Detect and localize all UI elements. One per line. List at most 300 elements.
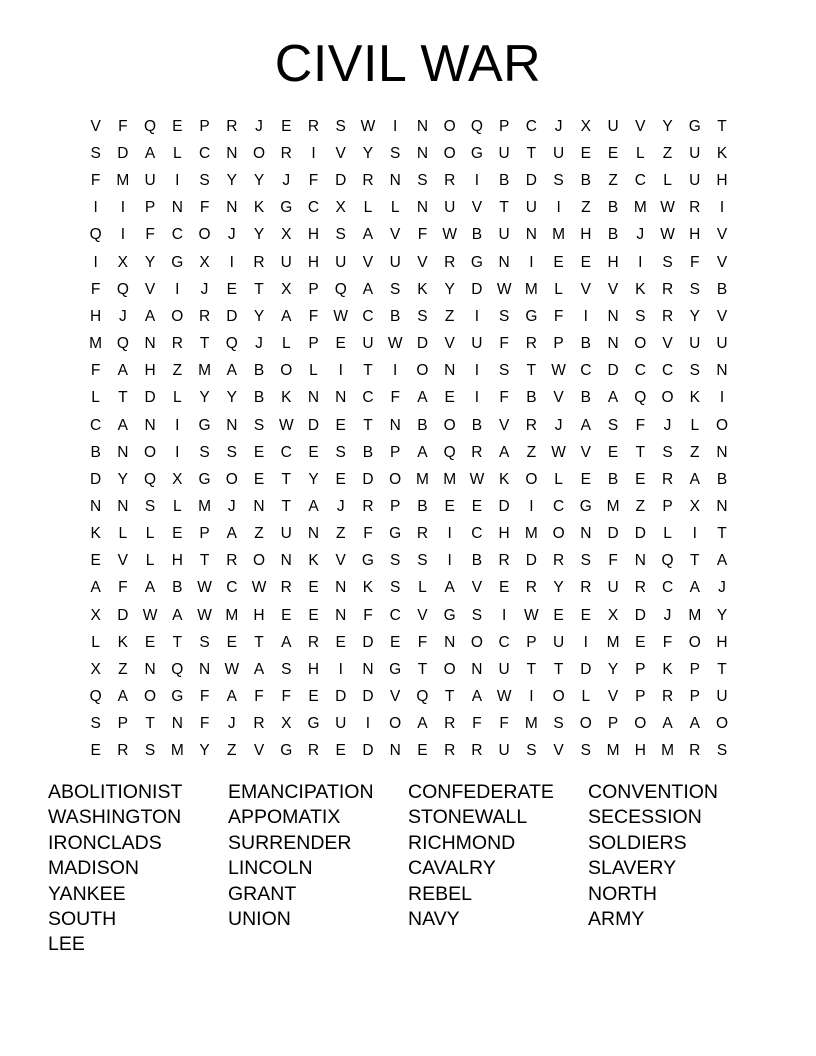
grid-letter: I <box>638 253 643 271</box>
grid-letter: U <box>498 226 510 244</box>
page-title: CIVIL WAR <box>274 35 542 93</box>
grid-letter: L <box>390 199 400 217</box>
grid-letter: R <box>280 144 292 162</box>
grid-letter: D <box>471 280 483 298</box>
word-list-item: CONVENTION <box>588 781 719 803</box>
grid-letter: K <box>689 389 700 407</box>
grid-letter: B <box>716 470 728 488</box>
grid-letter: J <box>336 498 345 516</box>
grid-letter: L <box>635 144 645 162</box>
grid-letter: J <box>636 226 645 244</box>
grid-letter: U <box>444 199 456 217</box>
word-list-item: UNION <box>228 907 291 930</box>
grid-letter: E <box>607 144 619 162</box>
grid-letter: V <box>90 117 101 135</box>
grid-letter: A <box>281 307 292 325</box>
grid-letter: G <box>470 253 483 271</box>
grid-letter: H <box>307 253 320 271</box>
grid-letter: H <box>253 606 265 624</box>
grid-letter: R <box>580 579 592 597</box>
grid-letter: U <box>389 253 401 271</box>
word-list-item: SOUTH <box>48 907 117 930</box>
grid-letter: S <box>144 498 156 516</box>
grid-letter: F <box>199 199 210 217</box>
grid-letter: G <box>470 144 483 162</box>
grid-letter: D <box>607 362 619 380</box>
grid-letter: F <box>690 253 700 271</box>
grid-letter: R <box>689 199 701 217</box>
grid-letter: A <box>253 660 265 678</box>
word-list-item: STONEWALL <box>408 806 528 829</box>
grid-letter: N <box>144 335 156 353</box>
grid-letter: Q <box>634 389 647 407</box>
grid-letter: A <box>716 552 728 570</box>
grid-letter: I <box>120 199 125 217</box>
grid-letter: H <box>498 525 510 543</box>
grid-letter: B <box>253 362 265 380</box>
grid-letter: W <box>442 226 457 244</box>
grid-letter: N <box>416 144 429 162</box>
grid-letter: V <box>716 307 728 325</box>
grid-letter: E <box>498 579 510 597</box>
grid-letter: B <box>607 470 619 488</box>
grid-letter: E <box>444 498 455 516</box>
grid-letter: S <box>226 443 237 461</box>
grid-letter: M <box>606 742 620 760</box>
grid-letter: T <box>363 362 373 380</box>
grid-letter: T <box>145 715 155 733</box>
grid-letter: N <box>525 226 537 244</box>
grid-letter: B <box>417 498 428 516</box>
grid-letter: Z <box>254 525 264 543</box>
grid-letter: H <box>607 253 619 271</box>
grid-letter: C <box>661 362 674 380</box>
grid-letter: I <box>393 362 398 380</box>
grid-letter: N <box>253 498 265 516</box>
grid-letter: P <box>498 117 510 135</box>
grid-letter: D <box>580 660 592 678</box>
grid-letter: N <box>307 525 320 543</box>
grid-letter: I <box>93 253 98 271</box>
grid-letter: C <box>634 362 646 380</box>
grid-letter: E <box>308 688 319 706</box>
grid-letter: E <box>172 117 183 135</box>
word-list-item: IRONCLADS <box>48 831 162 854</box>
grid-letter: M <box>443 470 457 488</box>
grid-letter: P <box>635 660 646 678</box>
grid-letter: N <box>498 253 510 271</box>
word-list-item: GRANT <box>228 882 297 905</box>
grid-letter: C <box>226 579 238 597</box>
grid-letter: O <box>715 416 729 434</box>
grid-letter: T <box>199 552 210 570</box>
grid-letter: Y <box>199 389 210 407</box>
grid-letter: G <box>171 253 184 271</box>
grid-letter: H <box>307 226 320 244</box>
grid-letter: N <box>716 498 728 516</box>
grid-letter: A <box>90 579 101 597</box>
grid-letter: G <box>525 307 538 325</box>
grid-letter: F <box>90 362 101 380</box>
grid-letter: C <box>661 579 674 597</box>
grid-letter: F <box>662 633 673 651</box>
grid-letter: A <box>362 280 374 298</box>
grid-letter: P <box>390 498 401 516</box>
grid-letter: O <box>552 525 565 543</box>
grid-letter: K <box>308 552 319 570</box>
grid-letter: R <box>444 742 456 760</box>
word-list-item: YANKEE <box>48 882 126 905</box>
grid-letter: S <box>281 660 292 678</box>
grid-letter: C <box>90 416 102 434</box>
grid-letter: O <box>470 633 483 651</box>
grid-letter: N <box>198 660 211 678</box>
grid-letter: U <box>498 660 510 678</box>
grid-letter: H <box>634 742 646 760</box>
grid-letter: E <box>226 280 237 298</box>
grid-letter: U <box>607 117 619 135</box>
grid-letter: F <box>499 389 509 407</box>
grid-letter: T <box>553 660 564 678</box>
grid-letter: M <box>524 280 538 298</box>
grid-letter: S <box>580 742 591 760</box>
grid-letter: N <box>389 416 401 434</box>
grid-letter: U <box>144 172 156 190</box>
grid-letter: Y <box>253 307 265 325</box>
grid-letter: Y <box>444 280 455 298</box>
grid-letter: A <box>662 715 673 733</box>
grid-letter: S <box>390 280 401 298</box>
grid-letter: R <box>307 633 320 651</box>
grid-letter: I <box>447 525 452 543</box>
grid-letter: C <box>553 498 565 516</box>
grid-letter: S <box>390 144 401 162</box>
grid-letter: D <box>634 606 646 624</box>
grid-letter: P <box>635 688 646 706</box>
grid-letter: I <box>583 633 588 651</box>
grid-letter: O <box>634 715 647 733</box>
grid-letter: R <box>307 742 320 760</box>
grid-letter: U <box>716 688 728 706</box>
grid-letter: M <box>633 199 647 217</box>
grid-letter: J <box>118 307 127 325</box>
grid-letter: T <box>717 525 727 543</box>
grid-letter: S <box>253 416 265 434</box>
grid-letter: B <box>607 226 619 244</box>
grid-letter: N <box>280 552 292 570</box>
grid-letter: E <box>580 144 591 162</box>
grid-letter: V <box>390 226 401 244</box>
grid-letter: B <box>471 552 483 570</box>
grid-letter: A <box>117 362 129 380</box>
grid-letter: L <box>173 389 182 407</box>
grid-letter: L <box>173 144 182 162</box>
grid-letter: I <box>501 606 507 624</box>
grid-letter: Y <box>199 742 210 760</box>
grid-letter: V <box>498 416 510 434</box>
grid-letter: N <box>144 660 156 678</box>
grid-letter: I <box>175 280 180 298</box>
grid-letter: E <box>90 742 101 760</box>
grid-letter: F <box>390 389 400 407</box>
word-list-item: CAVALRY <box>408 857 496 880</box>
grid-letter: Y <box>144 253 156 271</box>
grid-letter: K <box>498 470 510 488</box>
grid-letter: N <box>716 443 728 461</box>
grid-letter: K <box>662 660 673 678</box>
grid-letter: P <box>144 199 156 217</box>
word-list-item: MADISON <box>48 857 140 880</box>
word-list-item: SURRENDER <box>228 831 352 854</box>
grid-letter: P <box>526 633 537 651</box>
grid-letter: S <box>90 715 101 733</box>
grid-letter: E <box>226 633 237 651</box>
grid-letter: C <box>362 389 374 407</box>
grid-letter: N <box>362 660 374 678</box>
grid-letter: L <box>663 172 672 190</box>
grid-letter: A <box>498 443 510 461</box>
grid-letter: N <box>335 579 347 597</box>
grid-letter: X <box>117 253 129 271</box>
grid-letter: O <box>525 470 538 488</box>
grid-letter: J <box>227 498 236 516</box>
grid-letter: B <box>716 280 728 298</box>
grid-letter: X <box>172 470 183 488</box>
grid-letter: G <box>198 470 211 488</box>
grid-letter: Y <box>553 579 564 597</box>
grid-letter: V <box>580 443 591 461</box>
grid-letter: R <box>280 579 292 597</box>
grid-letter: N <box>171 715 183 733</box>
grid-letter: L <box>173 498 182 516</box>
grid-letter: I <box>393 117 398 135</box>
grid-letter: E <box>444 389 455 407</box>
grid-letter: V <box>607 280 619 298</box>
grid-letter: K <box>281 389 292 407</box>
grid-letter: A <box>172 606 183 624</box>
grid-letter: S <box>689 280 700 298</box>
grid-letter: R <box>553 552 565 570</box>
grid-letter: L <box>690 416 700 434</box>
grid-letter: N <box>444 362 456 380</box>
grid-letter: F <box>254 688 264 706</box>
grid-letter: A <box>117 688 129 706</box>
grid-letter: T <box>281 470 291 488</box>
grid-letter: R <box>416 525 429 543</box>
grid-letter: E <box>417 742 428 760</box>
grid-letter: P <box>199 525 210 543</box>
grid-letter: X <box>90 660 101 678</box>
grid-letter: F <box>118 579 128 597</box>
grid-letter: E <box>253 470 265 488</box>
grid-letter: E <box>308 579 319 597</box>
grid-letter: C <box>389 606 401 624</box>
grid-letter: Z <box>526 443 537 461</box>
grid-letter: J <box>227 226 236 244</box>
grid-letter: C <box>198 144 211 162</box>
grid-letter: Q <box>171 660 184 678</box>
grid-letter: V <box>471 199 483 217</box>
grid-letter: D <box>607 525 619 543</box>
grid-letter: M <box>89 335 103 353</box>
grid-letter: R <box>444 715 456 733</box>
grid-letter: H <box>716 633 728 651</box>
grid-letter: F <box>472 715 482 733</box>
grid-letter: Y <box>662 117 673 135</box>
grid-letter: Y <box>362 144 374 162</box>
grid-letter: I <box>338 362 343 380</box>
grid-letter: W <box>496 280 512 298</box>
grid-letter: W <box>278 416 294 434</box>
grid-letter: O <box>389 715 402 733</box>
grid-letter: V <box>335 552 346 570</box>
grid-letter: R <box>525 335 537 353</box>
grid-letter: M <box>606 633 620 651</box>
grid-letter: W <box>469 470 485 488</box>
grid-letter: D <box>362 633 374 651</box>
grid-letter: Q <box>89 226 102 244</box>
grid-letter: L <box>91 389 100 407</box>
grid-letter: U <box>280 253 292 271</box>
grid-letter: D <box>362 742 374 760</box>
grid-letter: I <box>311 144 316 162</box>
grid-letter: R <box>171 335 183 353</box>
grid-letter: G <box>389 525 402 543</box>
grid-letter: T <box>199 335 210 353</box>
grid-letter: N <box>226 144 238 162</box>
grid-letter: W <box>496 688 512 706</box>
grid-letter: A <box>281 633 292 651</box>
grid-letter: G <box>389 660 402 678</box>
grid-letter: E <box>580 253 591 271</box>
grid-letter: Q <box>416 688 429 706</box>
grid-letter: I <box>120 226 125 244</box>
grid-letter: V <box>335 144 346 162</box>
grid-letter: U <box>689 172 701 190</box>
grid-letter: N <box>634 552 646 570</box>
grid-letter: I <box>474 172 480 190</box>
grid-letter: O <box>443 117 456 135</box>
grid-letter: P <box>199 117 210 135</box>
grid-letter: H <box>716 172 728 190</box>
grid-letter: C <box>307 199 320 217</box>
grid-letter: T <box>254 633 264 651</box>
grid-letter: K <box>362 579 374 597</box>
grid-letter: H <box>90 307 102 325</box>
grid-letter: R <box>661 280 674 298</box>
grid-letter: N <box>416 199 429 217</box>
grid-letter: P <box>662 498 673 516</box>
grid-letter: E <box>553 253 564 271</box>
grid-letter: J <box>718 579 726 597</box>
grid-letter: B <box>471 416 483 434</box>
grid-letter: Y <box>226 172 237 190</box>
grid-letter: W <box>251 579 267 597</box>
grid-letter: A <box>362 226 374 244</box>
grid-letter: I <box>175 443 180 461</box>
grid-letter: N <box>580 525 592 543</box>
grid-letter: V <box>144 280 156 298</box>
grid-letter: L <box>581 688 591 706</box>
grid-letter: J <box>255 117 263 135</box>
grid-letter: H <box>144 362 156 380</box>
grid-letter: F <box>417 633 428 651</box>
grid-letter: J <box>554 416 563 434</box>
grid-letter: S <box>335 226 346 244</box>
grid-letter: Z <box>662 144 673 162</box>
grid-letter: V <box>417 253 428 271</box>
grid-letter: W <box>524 606 539 624</box>
grid-letter: O <box>280 362 293 380</box>
grid-letter: D <box>362 470 374 488</box>
grid-letter: Q <box>661 552 674 570</box>
grid-letter: S <box>580 552 591 570</box>
grid-letter: P <box>689 660 700 678</box>
grid-letter: X <box>607 606 619 624</box>
grid-letter: I <box>175 416 180 434</box>
grid-letter: F <box>199 715 210 733</box>
grid-letter: B <box>471 226 483 244</box>
grid-letter: U <box>525 199 537 217</box>
grid-letter: S <box>417 307 428 325</box>
word-list-item: SECESSION <box>588 806 702 829</box>
grid-letter: G <box>198 416 211 434</box>
grid-letter: R <box>661 470 674 488</box>
grid-letter: Q <box>470 117 483 135</box>
grid-letter: N <box>444 633 456 651</box>
word-list-item: EMANCIPATION <box>228 781 374 803</box>
grid-letter: G <box>688 117 701 135</box>
grid-letter: L <box>663 525 672 543</box>
grid-letter: E <box>335 416 346 434</box>
grid-letter: V <box>417 606 428 624</box>
grid-letter: R <box>226 552 238 570</box>
grid-letter: U <box>280 525 292 543</box>
grid-letter: D <box>144 389 156 407</box>
grid-letter: V <box>607 688 619 706</box>
grid-letter: S <box>199 443 210 461</box>
grid-letter: U <box>553 144 565 162</box>
grid-letter: O <box>389 470 402 488</box>
grid-letter: B <box>607 199 619 217</box>
grid-letter: Z <box>581 199 591 217</box>
word-list <box>48 780 768 958</box>
grid-letter: B <box>417 416 428 434</box>
grid-letter: N <box>144 416 156 434</box>
grid-letter: E <box>635 633 646 651</box>
grid-letter: P <box>308 280 319 298</box>
grid-letter: I <box>529 498 534 516</box>
grid-letter: I <box>719 389 725 407</box>
grid-letter: O <box>416 362 429 380</box>
grid-letter: E <box>580 470 591 488</box>
grid-letter: S <box>498 307 510 325</box>
grid-letter: T <box>635 443 646 461</box>
grid-letter: K <box>253 199 265 217</box>
grid-letter: O <box>443 416 456 434</box>
grid-letter: J <box>227 715 236 733</box>
grid-letter: Y <box>308 470 319 488</box>
grid-letter: S <box>335 117 346 135</box>
grid-letter: R <box>634 579 646 597</box>
grid-letter: E <box>635 470 646 488</box>
grid-letter: V <box>553 742 564 760</box>
grid-letter: V <box>662 335 673 353</box>
grid-letter: O <box>688 633 701 651</box>
grid-letter: R <box>444 253 456 271</box>
grid-letter: S <box>553 715 564 733</box>
grid-letter: S <box>390 579 401 597</box>
